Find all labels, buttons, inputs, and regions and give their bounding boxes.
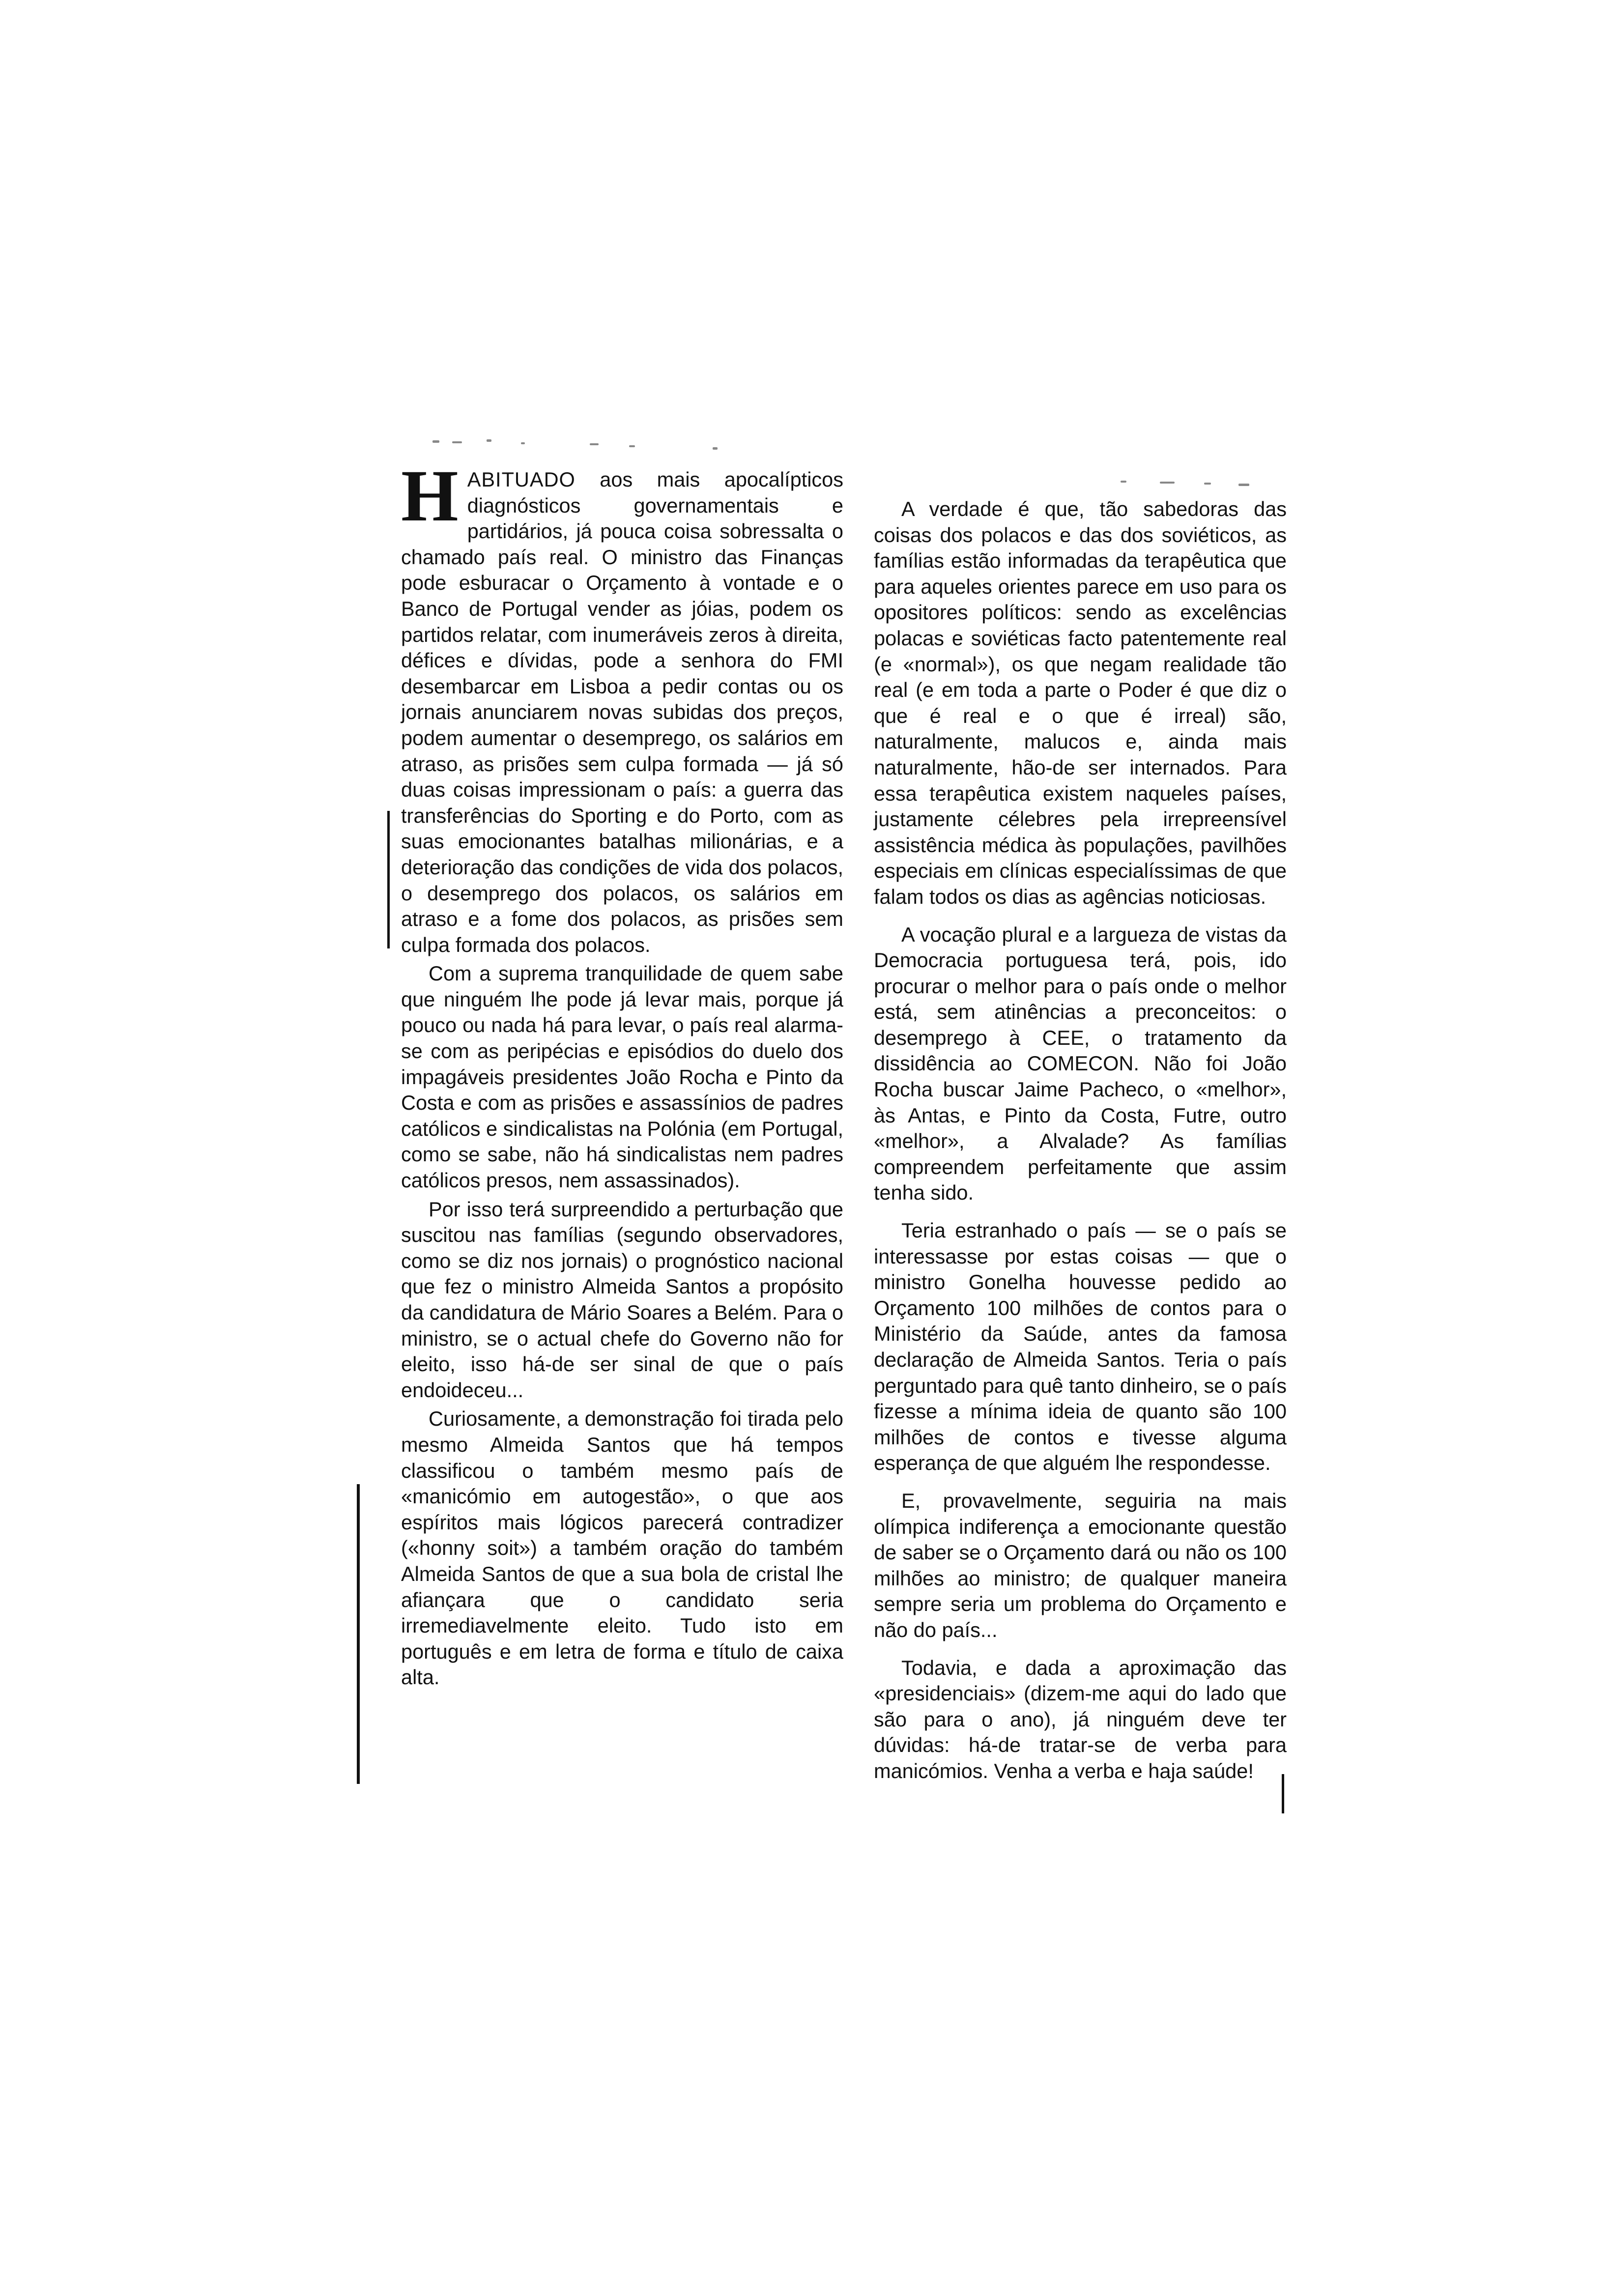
- drop-cap: H: [401, 455, 459, 537]
- article-column-right: [874, 496, 1287, 1784]
- lead-word: ABITUADO: [467, 468, 576, 491]
- margin-mark-left: [387, 811, 390, 948]
- article-paragraph: E, provavelmente, seguiria na mais olímpica indiferença a emocionante questão de saber se o Orçamento dará ou não os 100 milhões ao ministro; de qualquer maneira sempre seria um problema do Orçamento e não do país...: [874, 1489, 1287, 1641]
- article-paragraph: Por isso terá surpreendido a perturbação que suscitou nas famílias (segundo observadores, como se diz nos jornais) o prognóstico nacional que fez o ministro Almeida Santos a propósito da candidatura de Mário Soares a Belém. Para o ministro, se o actual chefe do Governo não for eleito, isso há-de ser sinal de que o país endoideceu...: [401, 1197, 843, 1402]
- paragraph-text: aos mais apocalípticos diagnósticos governamentais e partidários, já pouca coisa sobressalta o chamado país real. O ministro das Finanças pode esburacar o Orçamento à vontade e o Banco de Portugal vender as jóias, podem os partidos relatar, com inumeráveis zeros à direita, défices e dívidas, pode a senhora do FMI desembarcar em Lisboa a pedir contas ou os jornais anunciarem novas subidas dos preços, podem aumentar o desemprego, os salários em atraso, as prisões sem culpa formada — já só duas coisas impressionam o país: a guerra das transferências do Sporting e do Porto, com as suas emocionantes batalhas milionárias, e a deterioração das condições de vida dos polacos, o desemprego dos polacos, os salários em atraso e a fome dos polacos, as prisões sem culpa formada dos polacos.: [401, 468, 843, 956]
- newspaper-clipping: [374, 432, 1288, 1858]
- article-paragraph: A verdade é que, tão sabedoras das coisas dos polacos e das dos soviéticos, as famílias estão informadas da terapêutica que para aqueles orientes parece em uso para os opositores políticos: sendo as excelências polacas e soviéticas facto patentemente real (e «normal»), os que negam realidade tão real (e em toda a parte o Poder é que diz o que é real e o que é irreal) são, naturalmente, malucos e, ainda mais naturalmente, hão-de ser internados. Para essa terapêutica existem naqueles países, justamente célebres pela irrepreensível assistência médica às populações, pavilhões especiais em clínicas especialíssimas de que falam todos os dias as agências noticiosas.: [874, 497, 1287, 908]
- article-paragraph: Todavia, e dada a aproximação das «presidenciais» (dizem-me aqui do lado que são para o ano), já ninguém deve ter dúvidas: há-de tratar-se de verba para manicómios. Venha a verba e haja saúde!: [874, 1656, 1287, 1782]
- article-paragraph: Curiosamente, a demonstração foi tirada pelo mesmo Almeida Santos que há tempos classificou o também mesmo país de «manicómio em autogestão», o que aos espíritos mais lógicos parecerá contradizer («honny soit») a também oração do também Almeida Santos de que a sua bola de cristal lhe afiançara que o candidato seria irremediavelmente eleito. Tudo isto em português e em letra de forma e título de caixa alta.: [401, 1407, 843, 1689]
- article-paragraph: [401, 455, 843, 958]
- article-paragraph: A vocação plural e a largueza de vistas da Democracia portuguesa terá, pois, ido procurar o melhor para o país onde o melhor está, sem atinências a preconceitos: o desemprego à CEE, o tratamento da dissidência ao COMECON. Não foi João Rocha buscar Jaime Pacheco, o «melhor», às Antas, e Pinto da Costa, Futre, outro «melhor», a Alvalade? As famílias compreendem perfeitamente que assim tenha sido.: [874, 922, 1287, 1205]
- article-paragraph: Teria estranhado o país — se o país se interessasse por estas coisas — que o ministro Gonelha houvesse pedido ao Orçamento 100 milhões de contos para o Ministério da Saúde, antes da famosa declaração de Almeida Santos. Teria o país perguntado para quê tanto dinheiro, se o país fizesse a mínima ideia de quanto são 100 milhões de contos e tivesse alguma esperança de que alguém lhe respondesse.: [874, 1219, 1287, 1475]
- article-paragraph: Com a suprema tranquilidade de quem sabe que ninguém lhe pode já levar mais, porque já pouco ou nada há para levar, o país real alarma-se com as peripécias e episódios do duelo dos impagáveis presidentes João Rocha e Pinto da Costa e com as prisões e assassínios de padres católicos e sindicalistas na Polónia (em Portugal, como se sabe, não há sindicalistas nem padres católicos presos, nem assassinados).: [401, 962, 843, 1192]
- margin-mark-left: [357, 1484, 360, 1784]
- article-column-left: [401, 455, 843, 1691]
